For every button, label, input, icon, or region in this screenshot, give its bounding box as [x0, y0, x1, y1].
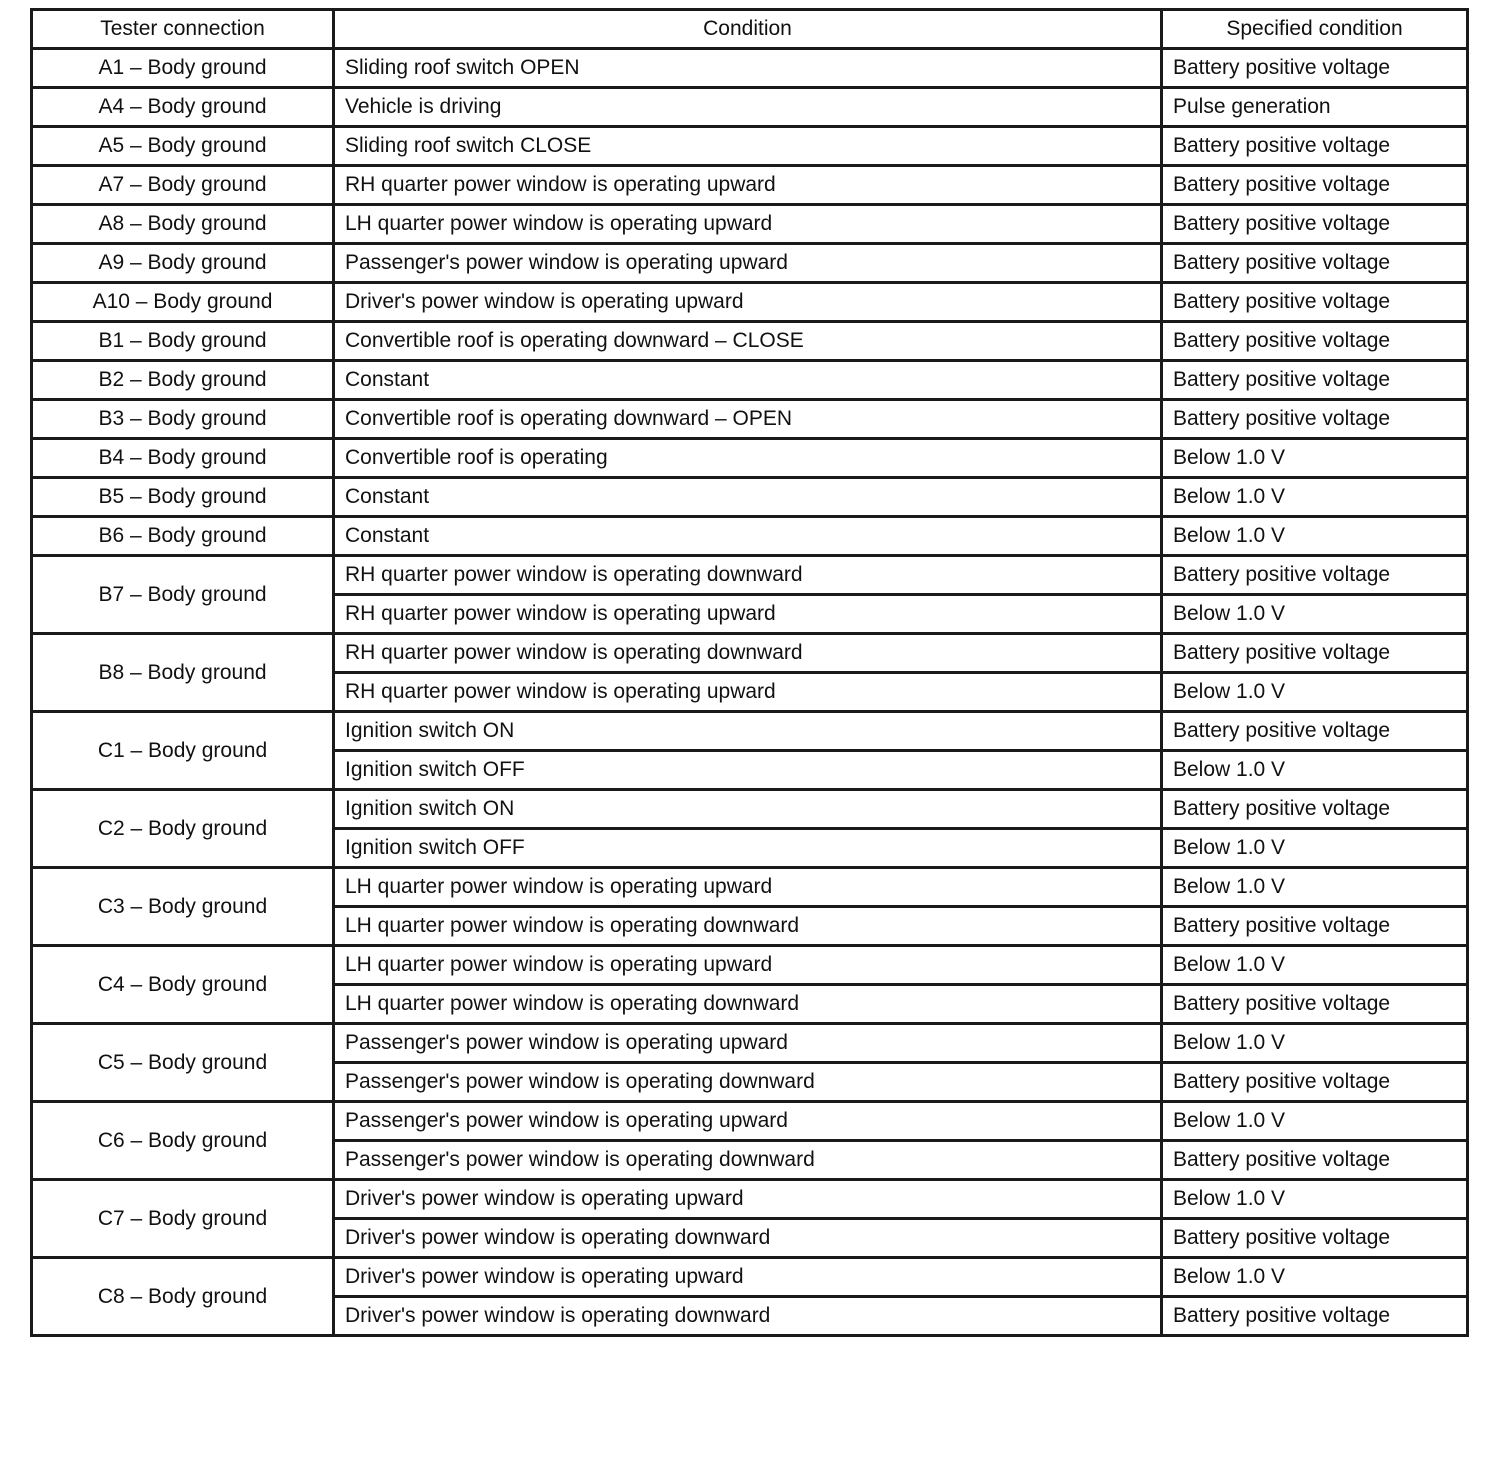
specified-condition-cell: Below 1.0 V [1162, 1258, 1468, 1297]
specified-condition-cell: Battery positive voltage [1162, 127, 1468, 166]
specified-condition-cell: Below 1.0 V [1162, 439, 1468, 478]
tester-connection-cell: C1 – Body ground [32, 712, 334, 790]
tester-connection-cell: A5 – Body ground [32, 127, 334, 166]
tester-connection-cell: B6 – Body ground [32, 517, 334, 556]
tester-connection-cell: B2 – Body ground [32, 361, 334, 400]
specified-condition-cell: Battery positive voltage [1162, 1297, 1468, 1336]
condition-cell: LH quarter power window is operating upward [334, 946, 1162, 985]
condition-cell: Driver's power window is operating upward [334, 283, 1162, 322]
condition-cell: Ignition switch ON [334, 790, 1162, 829]
specified-condition-cell: Battery positive voltage [1162, 283, 1468, 322]
specified-condition-cell: Battery positive voltage [1162, 322, 1468, 361]
condition-cell: RH quarter power window is operating downward [334, 634, 1162, 673]
condition-cell: LH quarter power window is operating downward [334, 907, 1162, 946]
specified-condition-cell: Below 1.0 V [1162, 946, 1468, 985]
specified-condition-cell: Below 1.0 V [1162, 829, 1468, 868]
table-row [32, 1024, 1468, 1063]
condition-cell: RH quarter power window is operating upward [334, 673, 1162, 712]
condition-cell: RH quarter power window is operating upward [334, 595, 1162, 634]
specified-condition-cell: Battery positive voltage [1162, 400, 1468, 439]
condition-cell: Driver's power window is operating upward [334, 1180, 1162, 1219]
condition-cell: Passenger's power window is operating downward [334, 1063, 1162, 1102]
specified-condition-cell: Below 1.0 V [1162, 1180, 1468, 1219]
tester-connection-cell: C4 – Body ground [32, 946, 334, 1024]
tester-connection-cell: C5 – Body ground [32, 1024, 334, 1102]
table-row [32, 49, 1468, 88]
condition-cell: Passenger's power window is operating upward [334, 244, 1162, 283]
condition-cell: Passenger's power window is operating upward [334, 1102, 1162, 1141]
condition-cell: Passenger's power window is operating downward [334, 1141, 1162, 1180]
condition-cell: Convertible roof is operating [334, 439, 1162, 478]
specified-condition-cell: Battery positive voltage [1162, 634, 1468, 673]
table-row [32, 712, 1468, 751]
condition-cell: Ignition switch OFF [334, 751, 1162, 790]
table-row [32, 1258, 1468, 1297]
condition-cell: Ignition switch OFF [334, 829, 1162, 868]
tester-connection-table [30, 8, 1469, 1337]
table-row [32, 322, 1468, 361]
specified-condition-cell: Battery positive voltage [1162, 790, 1468, 829]
table-row [32, 1102, 1468, 1141]
specified-condition-cell: Battery positive voltage [1162, 361, 1468, 400]
tester-connection-cell: C7 – Body ground [32, 1180, 334, 1258]
table-row [32, 868, 1468, 907]
tester-connection-cell: B3 – Body ground [32, 400, 334, 439]
table-row [32, 517, 1468, 556]
condition-cell: Driver's power window is operating downward [334, 1219, 1162, 1258]
tester-connection-cell: B5 – Body ground [32, 478, 334, 517]
specified-condition-cell: Below 1.0 V [1162, 517, 1468, 556]
header-tester-connection: Tester connection [32, 10, 334, 49]
specified-condition-cell: Battery positive voltage [1162, 907, 1468, 946]
tester-connection-cell: A7 – Body ground [32, 166, 334, 205]
tester-connection-cell: A8 – Body ground [32, 205, 334, 244]
condition-cell: LH quarter power window is operating upward [334, 868, 1162, 907]
tester-connection-cell: B8 – Body ground [32, 634, 334, 712]
table-row [32, 790, 1468, 829]
table-row [32, 244, 1468, 283]
specified-condition-cell: Battery positive voltage [1162, 1141, 1468, 1180]
condition-cell: Sliding roof switch OPEN [334, 49, 1162, 88]
specified-condition-cell: Battery positive voltage [1162, 556, 1468, 595]
table-row [32, 166, 1468, 205]
specified-condition-cell: Battery positive voltage [1162, 166, 1468, 205]
condition-cell: Sliding roof switch CLOSE [334, 127, 1162, 166]
table-row [32, 88, 1468, 127]
specified-condition-cell: Battery positive voltage [1162, 1063, 1468, 1102]
condition-cell: LH quarter power window is operating downward [334, 985, 1162, 1024]
header-row [32, 10, 1468, 49]
condition-cell: Driver's power window is operating downward [334, 1297, 1162, 1336]
table-row [32, 1180, 1468, 1219]
condition-cell: LH quarter power window is operating upward [334, 205, 1162, 244]
specified-condition-cell: Battery positive voltage [1162, 985, 1468, 1024]
table-row [32, 556, 1468, 595]
tester-connection-cell: A10 – Body ground [32, 283, 334, 322]
tester-connection-cell: B1 – Body ground [32, 322, 334, 361]
specified-condition-cell: Battery positive voltage [1162, 244, 1468, 283]
header-specified-condition: Specified condition [1162, 10, 1468, 49]
tester-connection-cell: A9 – Body ground [32, 244, 334, 283]
specified-condition-cell: Below 1.0 V [1162, 751, 1468, 790]
specified-condition-cell: Below 1.0 V [1162, 478, 1468, 517]
table-row [32, 283, 1468, 322]
table-row [32, 127, 1468, 166]
condition-cell: RH quarter power window is operating downward [334, 556, 1162, 595]
condition-cell: Convertible roof is operating downward – OPEN [334, 400, 1162, 439]
condition-cell: RH quarter power window is operating upward [334, 166, 1162, 205]
table-row [32, 439, 1468, 478]
header-condition: Condition [334, 10, 1162, 49]
specified-condition-cell: Battery positive voltage [1162, 49, 1468, 88]
specified-condition-cell: Pulse generation [1162, 88, 1468, 127]
specified-condition-cell: Below 1.0 V [1162, 868, 1468, 907]
condition-cell: Vehicle is driving [334, 88, 1162, 127]
condition-cell: Ignition switch ON [334, 712, 1162, 751]
specified-condition-cell: Below 1.0 V [1162, 1102, 1468, 1141]
table-row [32, 400, 1468, 439]
tester-connection-cell: C2 – Body ground [32, 790, 334, 868]
tester-connection-cell: B7 – Body ground [32, 556, 334, 634]
specified-condition-cell: Battery positive voltage [1162, 712, 1468, 751]
condition-cell: Passenger's power window is operating upward [334, 1024, 1162, 1063]
table-row [32, 634, 1468, 673]
condition-cell: Constant [334, 517, 1162, 556]
condition-cell: Driver's power window is operating upward [334, 1258, 1162, 1297]
tester-connection-cell: C3 – Body ground [32, 868, 334, 946]
table-row [32, 946, 1468, 985]
tester-connection-cell: A4 – Body ground [32, 88, 334, 127]
table-row [32, 361, 1468, 400]
tester-connection-cell: B4 – Body ground [32, 439, 334, 478]
table-body [32, 49, 1468, 1336]
specified-condition-cell: Battery positive voltage [1162, 205, 1468, 244]
table-row [32, 205, 1468, 244]
table-row [32, 478, 1468, 517]
specified-condition-cell: Below 1.0 V [1162, 595, 1468, 634]
condition-cell: Constant [334, 478, 1162, 517]
tester-connection-cell: C6 – Body ground [32, 1102, 334, 1180]
tester-connection-cell: A1 – Body ground [32, 49, 334, 88]
specified-condition-cell: Below 1.0 V [1162, 1024, 1468, 1063]
specified-condition-cell: Below 1.0 V [1162, 673, 1468, 712]
tester-connection-cell: C8 – Body ground [32, 1258, 334, 1336]
condition-cell: Convertible roof is operating downward – CLOSE [334, 322, 1162, 361]
specified-condition-cell: Battery positive voltage [1162, 1219, 1468, 1258]
condition-cell: Constant [334, 361, 1162, 400]
